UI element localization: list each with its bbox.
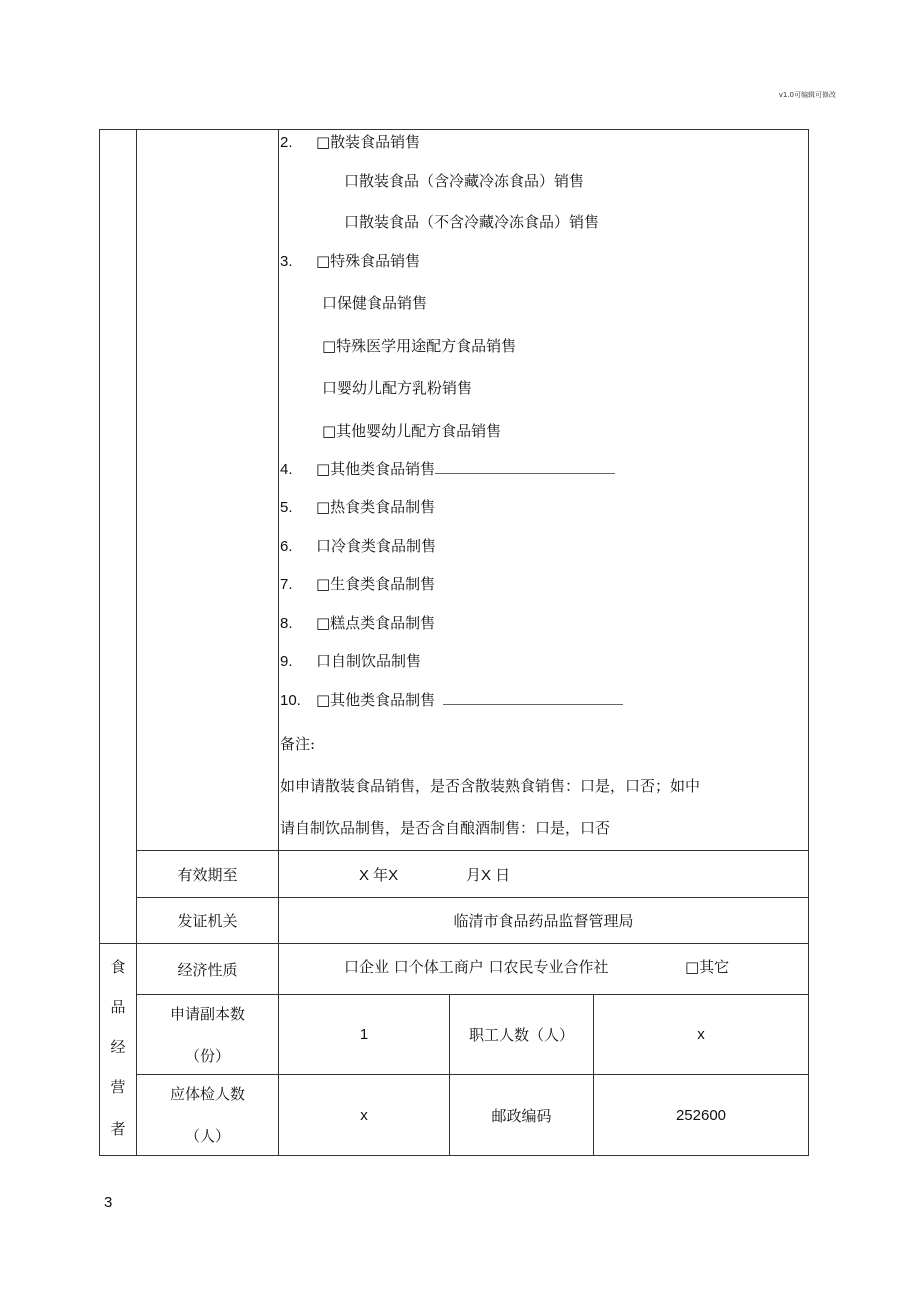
staff-value[interactable]: x: [697, 1026, 705, 1043]
validity-month-day[interactable]: 月X 日: [466, 867, 511, 884]
economic-nature-label: 经济性质: [177, 960, 238, 979]
list-item[interactable]: □其他婴幼儿配方食品销售: [322, 422, 502, 440]
postal-label: 邮政编码: [491, 1106, 552, 1125]
list-item[interactable]: 9. 口自制饮品制售: [280, 652, 422, 670]
validity-year[interactable]: X 年X: [359, 867, 399, 884]
list-item[interactable]: 7. □生食类食品制售: [280, 575, 436, 593]
list-item[interactable]: 口婴幼儿配方乳粉销售: [322, 379, 473, 397]
copies-value[interactable]: 1: [359, 1026, 369, 1043]
list-item[interactable]: 8. □糕点类食品制售: [280, 614, 436, 632]
list-item[interactable]: 口散装食品（不含冷藏冷冻食品）销售: [344, 213, 600, 231]
remarks-line-2: 请自制饮品制售，是否含自酿酒制售：口是，口否: [280, 819, 611, 837]
list-item[interactable]: 6. 口冷食类食品制售: [280, 537, 437, 555]
list-item[interactable]: □特殊医学用途配方食品销售: [322, 337, 517, 355]
fill-in-blank[interactable]: [443, 703, 623, 705]
list-item[interactable]: 口保健食品销售: [322, 294, 428, 312]
page-number: 3: [104, 1194, 113, 1211]
header-note: v1.0可编辑可修改: [778, 91, 836, 99]
remarks-line-1: 如申请散装食品销售，是否含散装熟食销售：口是，口否；如中: [280, 777, 701, 795]
health-check-label: 应体检人数 （人）: [169, 1085, 245, 1145]
postal-value[interactable]: 252600: [675, 1106, 727, 1124]
copies-label: 申请副本数 （份）: [169, 1004, 245, 1065]
remarks-title: 备注:: [280, 735, 316, 753]
issuer-value[interactable]: 临清市食品药品监督管理局: [453, 912, 634, 930]
list-item[interactable]: 5. □热食类食品制售: [280, 498, 436, 516]
fill-in-blank[interactable]: [435, 472, 615, 474]
list-item[interactable]: 口散装食品（含冷藏冷冻食品）销售: [344, 172, 585, 190]
list-item[interactable]: 10. □其他类食品制售: [280, 689, 623, 710]
issuer-label: 发证机关: [177, 912, 238, 930]
list-item[interactable]: 3. □特殊食品销售: [280, 252, 421, 270]
health-check-value[interactable]: x: [360, 1106, 368, 1124]
staff-label: 职工人数（人）: [468, 1026, 574, 1044]
economic-nature-other[interactable]: □其它: [685, 958, 730, 976]
list-item[interactable]: 2. □散装食品销售: [280, 133, 421, 151]
economic-nature-options[interactable]: 口企业 口个体工商户 口农民专业合作社: [344, 958, 609, 976]
list-item[interactable]: 4. □其他类食品销售: [280, 458, 615, 479]
validity-label: 有效期至: [177, 865, 238, 884]
